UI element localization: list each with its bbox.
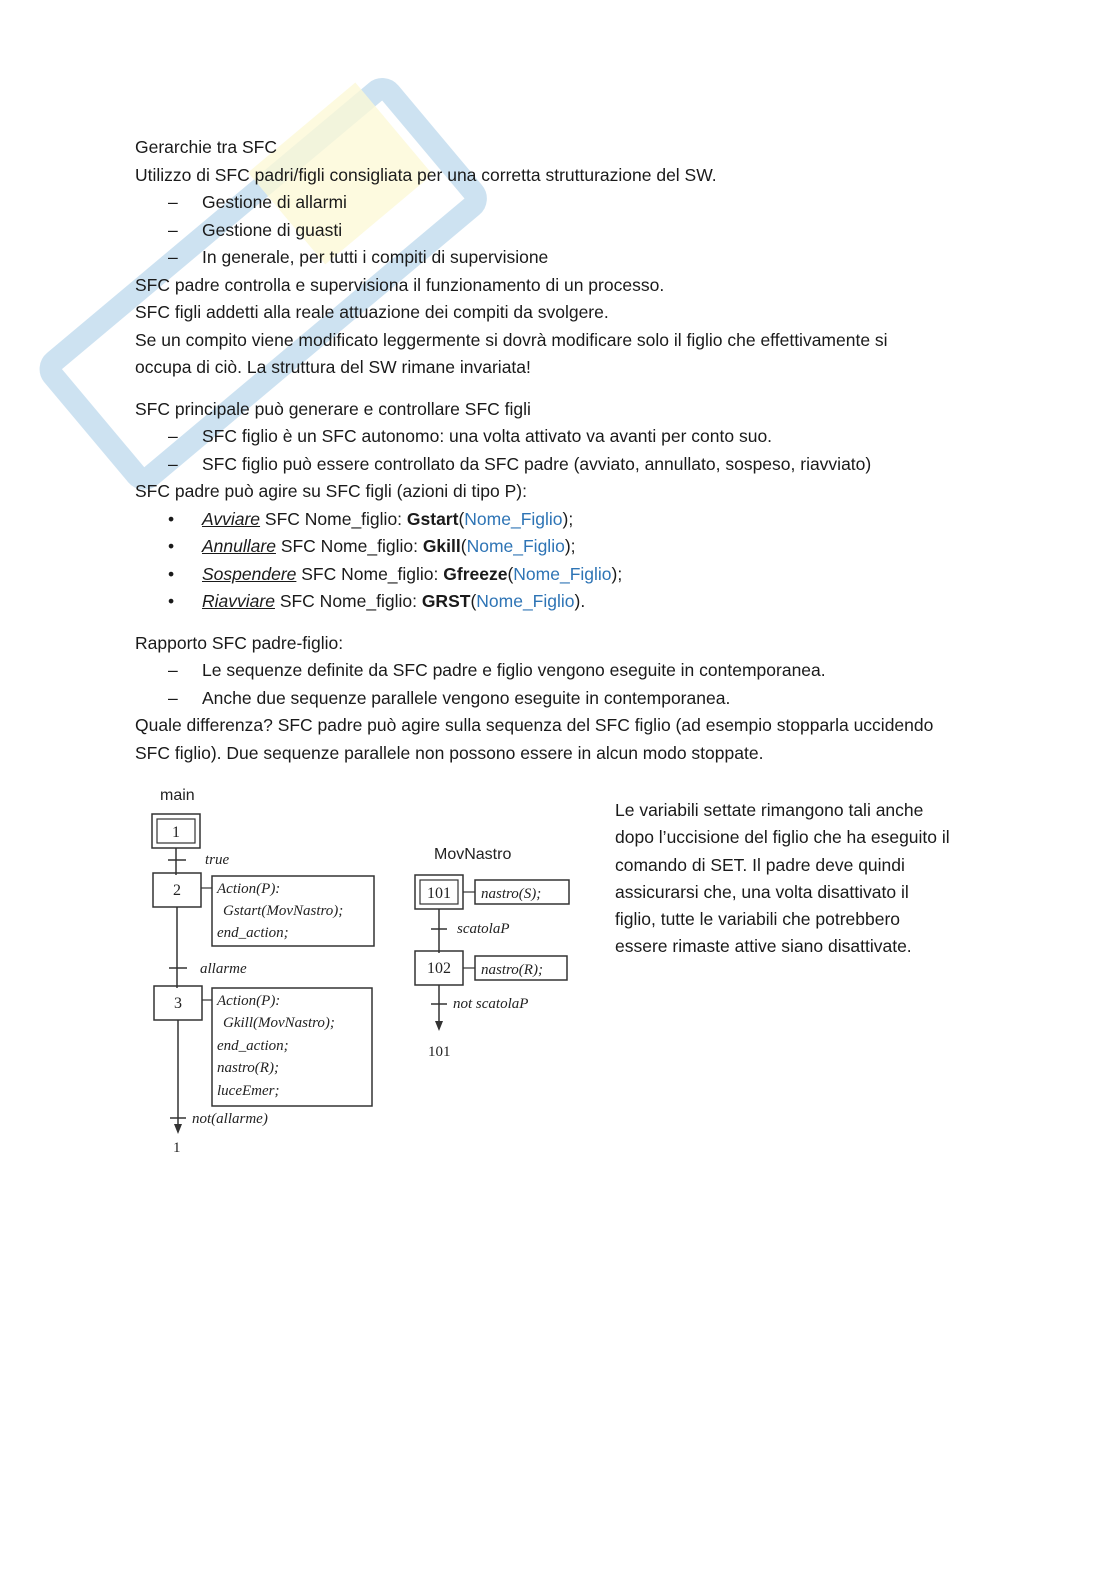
transition-allarme: allarme [200,961,247,977]
side-line: assicurarsi che, una volta disattivato il [615,881,909,902]
main-sfc-diagram [140,780,390,1160]
step-102-label: 102 [427,960,451,977]
svg-text:Gstart(MovNastro);: Gstart(MovNastro); [223,903,344,919]
paragraph: SFC padre controlla e supervisiona il funzionamento di un processo. [135,274,665,295]
side-note [615,797,995,961]
jump-target: 1 [173,1140,181,1156]
paragraph: occupa di ciò. La struttura del SW rimane invariata! [135,357,531,377]
list-item: – Gestione di allarmi [168,192,347,212]
list-item: – SFC figlio può essere controllato da SFC padre (avviato, annullato, sospeso, riavviato) [168,453,872,474]
step-3-label: 3 [174,995,182,1012]
svg-text:nastro(R);: nastro(R); [481,962,543,978]
intro-paragraph: Utilizzo di SFC padri/figli consigliata per una corretta strutturazione del SW. [135,164,717,185]
transition-not-scatolap: not scatolaP [453,996,529,1012]
svg-text:nastro(R);: nastro(R); [217,1060,279,1076]
paragraph: Rapporto SFC padre-figlio: [135,632,344,653]
main-text [135,134,995,767]
action-list-item: • Riavviare SFC Nome_figlio: GRST(Nome_Figlio). [168,591,586,611]
paragraph: Quale differenza? SFC padre può agire sulla sequenza del SFC figlio (ad esempio stopparla uccidendo [135,715,934,735]
section-title: Gerarchie tra SFC [135,137,277,157]
transition-scatolap: scatolaP [457,921,510,937]
svg-text:Action(P):: Action(P): [217,881,281,897]
action-list-item: • Annullare SFC Nome_figlio: Gkill(Nome_Figlio); [168,536,576,556]
paragraph: Se un compito viene modificato leggermente si dovrà modificare solo il figlio che effettivamente si [135,329,888,350]
action-list-item: • Sospendere SFC Nome_figlio: Gfreeze(Nome_Figlio); [168,563,623,584]
list-item: – Le sequenze definite da SFC padre e figlio vengono eseguite in contemporanea. [168,660,826,680]
transition-true: true [205,852,230,868]
child-label: MovNastro [434,846,512,863]
svg-text:Action(P):: Action(P): [217,993,281,1009]
paragraph: SFC principale può generare e controllare SFC figli [135,398,531,419]
transition-not-allarme: not(allarme) [192,1111,268,1127]
paragraph: SFC figlio). Due sequenze parallele non possono essere in alcun modo stoppate. [135,742,764,763]
list-item: – SFC figlio è un SFC autonomo: una volta attivato va avanti per conto suo. [168,426,773,446]
paragraph: SFC padre può agire su SFC figli (azioni di tipo P): [135,481,527,501]
paragraph: SFC figli addetti alla reale attuazione dei compiti da svolgere. [135,302,609,322]
child-sfc-diagram [405,835,585,1075]
svg-text:luceEmer;: luceEmer; [217,1083,280,1099]
svg-text:Gkill(MovNastro);: Gkill(MovNastro); [223,1015,335,1031]
side-line: comando di SET. Il padre deve quindi [615,854,905,875]
svg-text:end_action;: end_action; [217,1038,289,1054]
step-101-label: 101 [427,885,451,902]
svg-text:end_action;: end_action; [217,925,289,941]
list-item: – Gestione di guasti [168,219,343,240]
list-item: – In generale, per tutti i compiti di supervisione [168,247,549,267]
action-list-item: • Avviare SFC Nome_figlio: Gstart(Nome_Figlio); [168,508,574,529]
step-1-label: 1 [172,824,180,841]
side-line: Le variabili settate rimangono tali anche [615,800,924,820]
step-2-label: 2 [173,882,181,899]
svg-text:nastro(S);: nastro(S); [481,886,542,902]
main-label: main [160,787,195,804]
jump-target: 101 [428,1044,451,1060]
list-item: – Anche due sequenze parallele vengono eseguite in contemporanea. [168,687,731,708]
side-line: essere rimaste attive siano disattivate. [615,936,912,957]
side-line: figlio, tutte le variabili che potrebbero [615,909,901,930]
side-line: dopo l’uccisione del figlio che ha eseguito il [615,827,950,848]
